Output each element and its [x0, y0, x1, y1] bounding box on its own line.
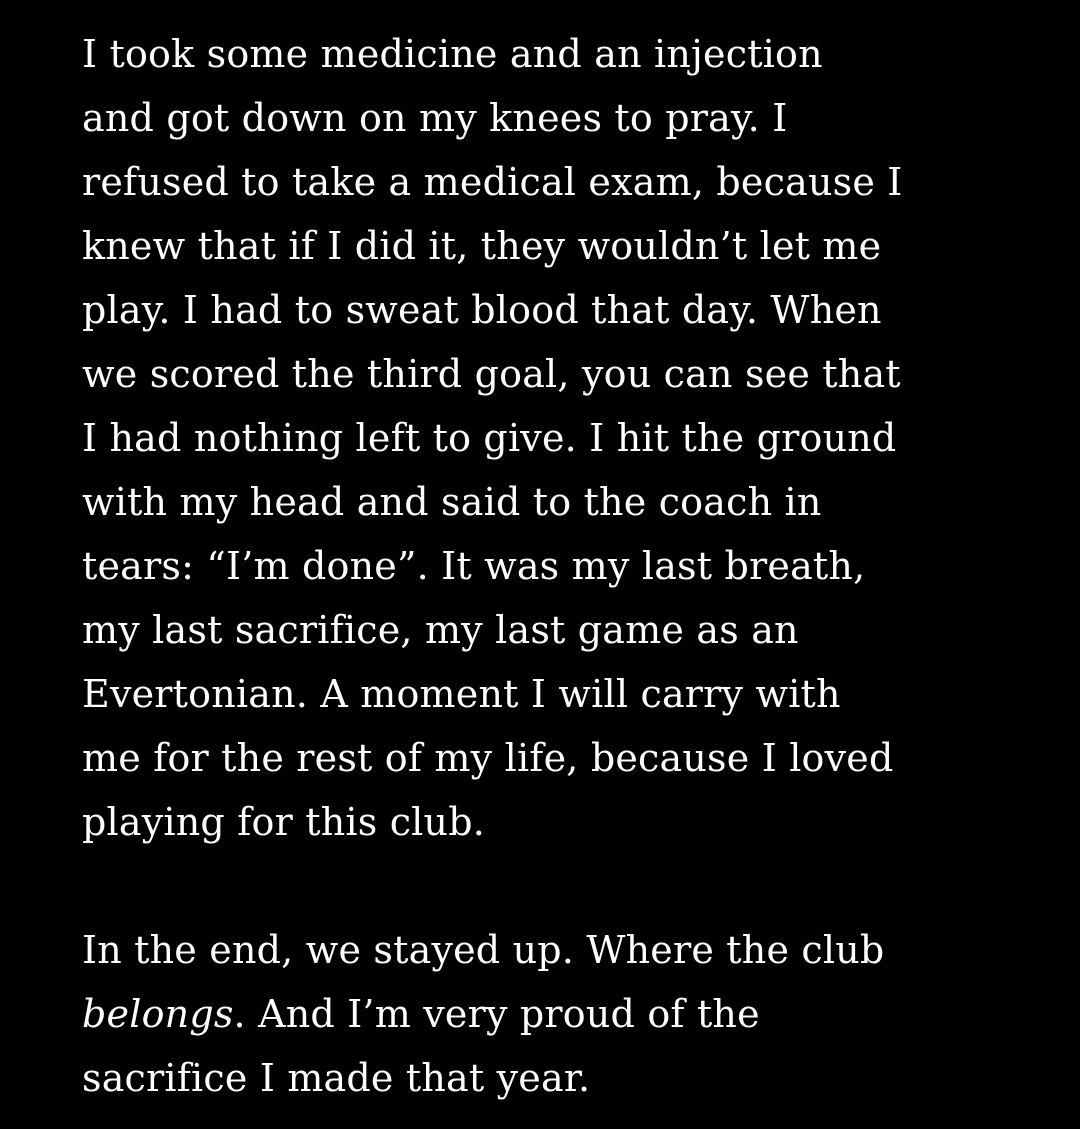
text-line: we scored the third goal, you can see that — [82, 352, 901, 396]
text-line: refused to take a medical exam, because I — [82, 160, 903, 204]
text-line: with my head and said to the coach in — [82, 480, 822, 524]
text-line: knew that if I did it, they wouldn’t let me — [82, 224, 882, 268]
text-line: playing for this club. — [82, 800, 486, 844]
text-line: my last sacrifice, my last game as an — [82, 608, 799, 652]
text-line: I had nothing left to give. I hit the ground — [82, 416, 897, 460]
text-line: Evertonian. A moment I will carry with — [82, 672, 841, 716]
text-line: and got down on my knees to pray. I — [82, 96, 788, 140]
italic-word: belongs — [82, 992, 234, 1036]
text-line: me for the rest of my life, because I loved — [82, 736, 894, 780]
text-line: play. I had to sweat blood that day. When — [82, 288, 882, 332]
text-line: I took some medicine and an injection — [82, 32, 823, 76]
paragraph-2 — [82, 918, 1042, 1110]
text-line — [82, 982, 1042, 1046]
text-line: sacrifice I made that year. — [82, 1056, 591, 1100]
article-text — [82, 22, 1042, 1110]
text-fragment: . And I’m very proud of the — [233, 992, 760, 1036]
text-line: In the end, we stayed up. Where the club — [82, 928, 885, 972]
paragraph-1 — [82, 22, 1042, 854]
text-line: tears: “I’m done”. It was my last breath, — [82, 544, 866, 588]
